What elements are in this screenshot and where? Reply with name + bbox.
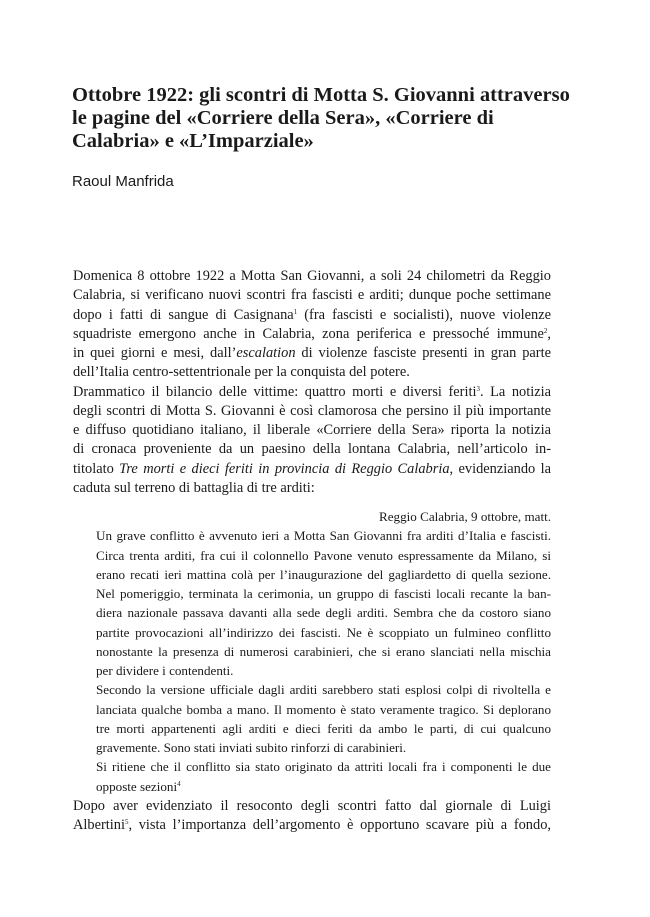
quote-line: gravemente. Sono stati inviati subito rinforzi di carabinieri. (96, 740, 407, 755)
quote-line: lanciata qualche bomba a mano. Il momento è stato veramente tragico. Si deplorano (96, 701, 551, 717)
article-headline-italic: Tre morti e dieci feriti in provincia di Reggio Calabria (119, 460, 450, 477)
footnote-ref: 1 (293, 307, 298, 316)
text-line: dopo i fatti di sangue di Casignana$^1$ (fra fascisti e socialisti), nuove violenze (73, 306, 551, 323)
footnote-ref: 4 (177, 779, 181, 788)
quote-line: opposte sezioni$^4$ (96, 778, 181, 794)
quote-line: nonostante la presenza di numerosi carabinieri, che si erano slanciati nella mischia (96, 643, 551, 659)
text-line: Albertini$^5$, vista l’importanza dell’argomento è opportuno scavare più a fondo, (73, 817, 551, 834)
text-line: Calabria, si verificano nuovi scontri fra fascisti e arditi; dunque poche settimane (73, 287, 551, 304)
quote-line: erano recati ieri mattina colà per l’inaugurazione del gagliardetto di quella sezione. (96, 566, 551, 582)
title-line: Calabria» e «L’Imparziale» (72, 130, 314, 152)
text-line: degli scontri di Motta S. Giovanni è così clamorosa che persino il più importante (73, 402, 551, 419)
quote-line: Circa trenta arditi, fra cui il colonnello Pavone venuto espressamente da Milano, si (96, 547, 551, 563)
text-line: e diffuso quotidiano italiano, il liberale «Corriere della Sera» riporta la notizia (73, 422, 551, 438)
text-line: Domenica 8 ottobre 1922 a Motta San Giovanni, a soli 24 chilometri da Reggio (73, 268, 551, 284)
text-line: squadriste emergono anche in Calabria, zona periferica e pressoché immune$^2$, (73, 325, 551, 342)
paragraph-3 (73, 797, 551, 836)
quote-line: Nel pomeriggio, terminata la cerimonia, un gruppo di fascisti locali recante la ban- (96, 586, 551, 601)
footnote-ref: 5 (124, 818, 129, 827)
paragraph-2 (73, 383, 551, 499)
quote-line: Un grave conflitto è avvenuto ieri a Motta San Giovanni fra arditi d’Italia e fascisti. (96, 528, 551, 544)
text-line: di cronaca proveniente da un paesino della lontana Calabria, nell’articolo in- (73, 441, 551, 458)
footnote-ref: 3 (476, 384, 480, 393)
title-line: Ottobre 1922: gli scontri di Motta S. Giovanni attraverso (72, 84, 570, 106)
text-line: caduta sul terreno di battaglia di tre arditi: (73, 479, 315, 496)
paragraph-1 (73, 267, 551, 383)
author-name: Raoul Manfrida (72, 173, 174, 190)
text-line: Drammatico il bilancio delle vittime: quattro morti e diversi feriti$^3$. La notizia (73, 383, 551, 400)
text-line: in quei giorni e mesi, dall’escalation di violenze fasciste presenti in gran parte (73, 345, 551, 361)
title-line: le pagine del «Corriere della Sera», «Corriere di (72, 107, 494, 129)
quote-dateline: Reggio Calabria, 9 ottobre, matt. (379, 509, 551, 524)
text-line: dell’Italia centro-settentrionale per la conquista del potere. (73, 364, 410, 381)
footnote-ref: 2 (543, 326, 548, 335)
text-line: titolato Tre morti e dieci feriti in provincia di Reggio Calabria, evidenziando la (73, 460, 551, 477)
quote-line: per dividere i contendenti. (96, 663, 234, 678)
quote-line: Si ritiene che il conflitto sia stato originato da attriti locali fra i componenti le due (96, 759, 551, 775)
text-line: Dopo aver evidenziato il resoconto degli scontri fatto dal giornale di Luigi (73, 798, 551, 814)
quote-line: Secondo la versione ufficiale dagli arditi sarebbero stati esplosi colpi di rivoltella e (96, 682, 551, 698)
quote-line: tre morti appartenenti agli arditi e dieci feriti da ambo le parti, di cui qualcuno (96, 720, 551, 736)
block-quote (96, 507, 551, 796)
quote-line: diera nazionale passava davanti alla sede degli arditi. Sembra che da costoro siano (96, 605, 551, 621)
italic-term: escalation (236, 345, 296, 361)
article-title (72, 84, 572, 153)
quote-line: partite provocazioni all’indirizzo dei fascisti. Ne è scoppiato un fulmineo conflitto (96, 624, 551, 640)
